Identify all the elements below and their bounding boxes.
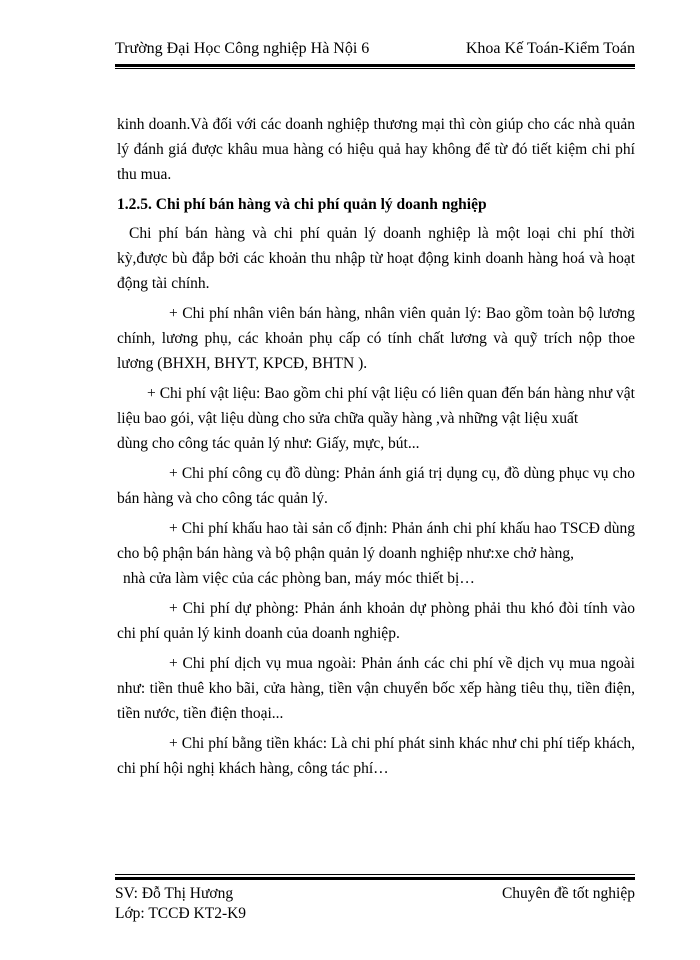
list-item: + Chi phí dự phòng: Phản ánh khoản dự phòng phải thu khó đòi tính vào chi phí quản lý kinh doanh của doanh nghiệp. xyxy=(117,600,635,642)
list-item-continuation: dùng cho công tác quản lý như: Giấy, mực, bút... xyxy=(117,435,420,452)
footer-class: Lớp: TCCĐ KT2-K9 xyxy=(115,905,247,922)
section-heading: 1.2.5. Chi phí bán hàng và chi phí quản lý doanh nghiệp xyxy=(117,196,487,213)
list-item: + Chi phí dịch vụ mua ngoài: Phản ánh các chi phí về dịch vụ mua ngoài như: tiền thuê kho bãi, cửa hàng, tiền vận chuyển bốc xếp hàng tiêu thụ, tiền điện, tiền nước, tiền điện thoại... xyxy=(117,655,635,722)
paragraph: kinh doanh.Và đối với các doanh nghiệp thương mại thì còn giúp cho các nhà quản lý đánh giá được khâu mua hàng có hiệu quả hay không để từ đó tiết kiệm chi phí thu mua. xyxy=(117,116,635,183)
page-header xyxy=(115,40,635,62)
footer-student: SV: Đỗ Thị Hương xyxy=(115,885,234,902)
list-item: + Chi phí nhân viên bán hàng, nhân viên quản lý: Bao gồm toàn bộ lương chính, lương phụ, các khoản phụ cấp có tính chất lương và quỹ trích nộp thoe lương (BHXH, BHYT, KPCĐ, BHTN ). xyxy=(117,305,635,372)
header-faculty: Khoa Kế Toán-Kiểm Toán xyxy=(465,40,635,57)
footer-rule-thin xyxy=(115,874,635,875)
paragraph: Chi phí bán hàng và chi phí quản lý doanh nghiệp là một loại chi phí thời kỳ,được bù đắp bởi các khoản thu nhập từ hoạt động kinh doanh hàng hoá và hoạt động tài chính. xyxy=(117,225,635,292)
footer-title: Chuyên đề tốt nghiệp xyxy=(501,885,635,902)
header-school: Trường Đại Học Công nghiệp Hà Nội 6 xyxy=(115,40,370,57)
list-item: + Chi phí khấu hao tài sản cố định: Phản ánh chi phí khấu hao TSCĐ dùng cho bộ phận bán hàng và bộ phận quản lý doanh nghiệp như:xe chở hàng, xyxy=(117,520,635,562)
list-item-continuation: nhà cửa làm việc của các phòng ban, máy móc thiết bị… xyxy=(123,570,475,587)
document-body xyxy=(117,112,635,786)
header-rule-thin xyxy=(115,68,635,69)
list-item: + Chi phí bằng tiền khác: Là chi phí phát sinh khác như chi phí tiếp khách, chi phí hội nghị khách hàng, công tác phí… xyxy=(117,735,635,777)
header-rule xyxy=(115,64,635,67)
list-item: + Chi phí vật liệu: Bao gồm chi phí vật liệu có liên quan đến bán hàng như vật liệu bao gói, vật liệu dùng cho sửa chữa quầy hàng ,và những vật liệu xuất xyxy=(117,385,635,427)
list-item: + Chi phí công cụ đồ dùng: Phản ánh giá trị dụng cụ, đồ dùng phục vụ cho bán hàng và cho công tác quản lý. xyxy=(117,465,635,507)
footer-rule xyxy=(115,877,635,880)
